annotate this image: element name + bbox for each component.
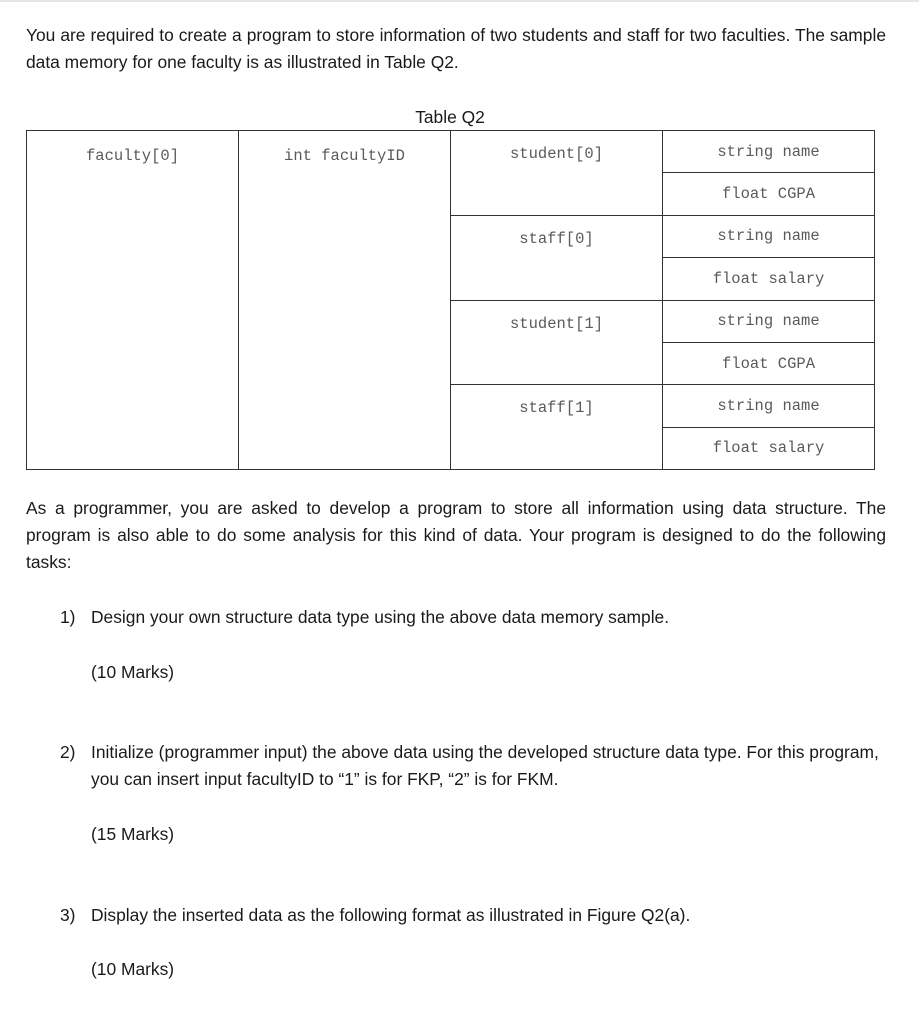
task-number: 2) [60, 742, 76, 762]
task-text: Display the inserted data as the following format as illustrated in Figure Q2(a). [91, 905, 691, 925]
intro-paragraph: You are required to create a program to store information of two students and staff for two faculties. The sample data memory for one faculty is as illustrated in Table Q2. [26, 25, 886, 72]
top-rule [0, 0, 919, 2]
task-item [60, 739, 880, 793]
field-cell: string name [663, 300, 875, 342]
field-cell: string name [663, 131, 875, 173]
member-cell: student[1] [451, 300, 663, 385]
field-cell: string name [663, 215, 875, 257]
task-text: Initialize (programmer input) the above data using the developed structure data type. For this program, you can insert input facultyID to “1” is for FKP, “2” is for FKM. [91, 742, 879, 789]
member-cell: staff[0] [451, 215, 663, 300]
field-cell: string name [663, 385, 875, 427]
task-text: Design your own structure data type using the above data memory sample. [91, 607, 670, 627]
member-cell: staff[1] [451, 385, 663, 470]
field-cell: float salary [663, 427, 875, 469]
table-caption: Table Q2 [415, 107, 485, 127]
task-marks: (15 Marks) [91, 824, 175, 844]
task-number: 1) [60, 607, 76, 627]
task-number: 3) [60, 905, 76, 925]
analysis-paragraph: As a programmer, you are asked to develop a program to store all information using data structure. The program is also able to do some analysis for this kind of data. Your program is designed to do the following tasks: [26, 498, 886, 572]
task-item [60, 604, 880, 631]
field-cell: float salary [663, 258, 875, 300]
faculty-cell: faculty[0] [27, 131, 239, 470]
faculty-id-cell: int facultyID [239, 131, 451, 470]
task-item [60, 902, 880, 929]
member-cell: student[0] [451, 131, 663, 216]
memory-table [26, 130, 875, 470]
task-marks: (10 Marks) [91, 662, 175, 682]
field-cell: float CGPA [663, 342, 875, 384]
field-cell: float CGPA [663, 173, 875, 215]
task-marks: (10 Marks) [91, 959, 175, 979]
